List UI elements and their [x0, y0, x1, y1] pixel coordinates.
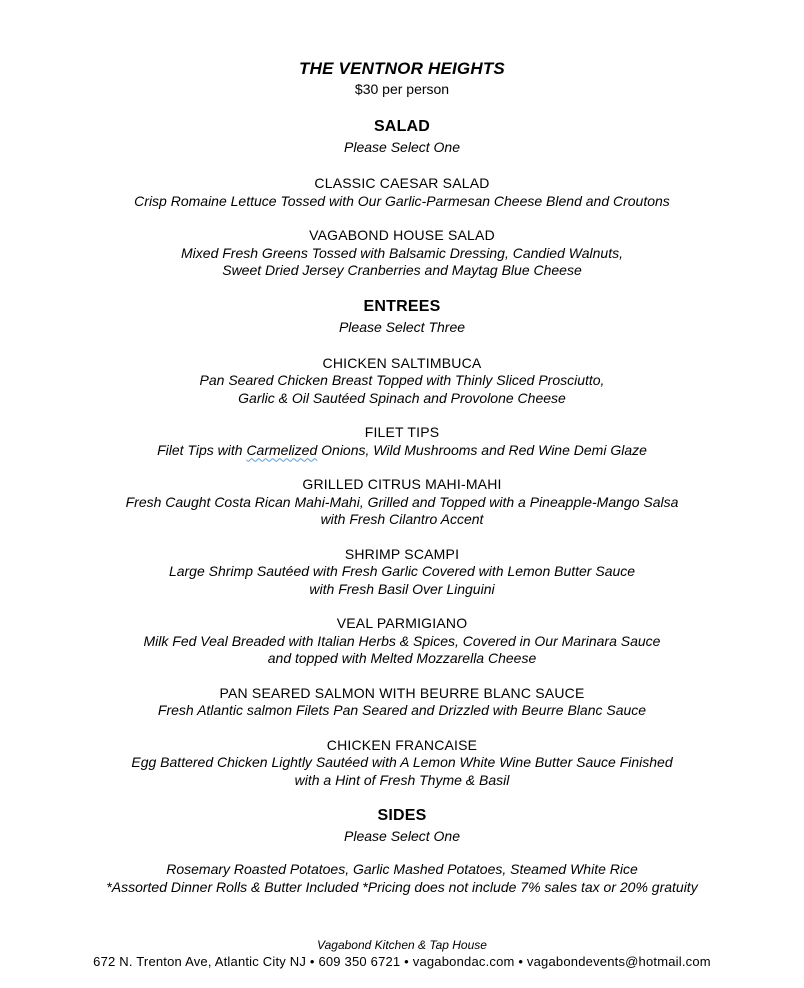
menu-sections: [0, 116, 804, 896]
footer-business-name: Vagabond Kitchen & Tap House: [317, 938, 487, 952]
section-instruction: Please Select Three: [338, 318, 466, 335]
item-description-line: Sweet Dried Jersey Cranberries and Maytag Blue Cheese: [222, 262, 582, 278]
misspelled-word: Carmelized: [246, 441, 318, 458]
item-name: FILET TIPS: [364, 424, 440, 440]
item-name: PAN SEARED SALMON WITH BEURRE BLANC SAUCE: [219, 684, 585, 701]
item-description-line: Pan Seared Chicken Breast Topped with Thinly Sliced Prosciutto,: [199, 372, 605, 388]
item-description-line: with a Hint of Fresh Thyme & Basil: [294, 771, 510, 788]
menu-item: [0, 424, 804, 459]
item-description-line: Fresh Caught Costa Rican Mahi-Mahi, Grilled and Topped with a Pineapple-Mango Salsa: [125, 493, 679, 510]
menu-title: THE VENTNOR HEIGHTS: [299, 59, 505, 78]
item-description-line: Crisp Romaine Lettuce Tossed with Our Garlic-Parmesan Cheese Blend and Croutons: [134, 192, 670, 209]
section-title: ENTREES: [363, 297, 441, 315]
item-description-line: and topped with Melted Mozzarella Cheese: [267, 650, 537, 666]
description-text-segment: Filet Tips with: [157, 441, 247, 458]
item-description-line: Milk Fed Veal Breaded with Italian Herbs & Spices, Covered in Our Marinara Sauce: [143, 632, 661, 649]
item-name: VEAL PARMIGIANO: [336, 615, 468, 631]
item-name: SHRIMP SCAMPI: [344, 545, 460, 562]
section-title: SALAD: [373, 118, 431, 135]
item-description-line: *Assorted Dinner Rolls & Butter Included *Pricing does not include 7% sales tax or 20% gratuity: [106, 878, 698, 895]
menu-item: [0, 737, 804, 790]
menu-item: [0, 175, 804, 210]
menu-section: [0, 805, 804, 896]
item-name: CHICKEN FRANCAISE: [326, 736, 478, 753]
menu-price: $30 per person: [354, 81, 450, 97]
menu-item: [0, 615, 804, 668]
item-name: GRILLED CITRUS MAHI-MAHI: [302, 476, 502, 492]
menu-item: [0, 685, 804, 720]
item-description-line: Large Shrimp Sautéed with Fresh Garlic Covered with Lemon Butter Sauce: [168, 563, 636, 579]
menu-item: [0, 476, 804, 529]
menu-item: [0, 861, 804, 896]
menu-item: [0, 546, 804, 599]
item-description-line: Fresh Atlantic salmon Filets Pan Seared and Drizzled with Beurre Blanc Sauce: [157, 702, 647, 718]
description-text-segment: Onions, Wild Mushrooms and Red Wine Demi Glaze: [317, 441, 647, 458]
item-name: CLASSIC CAESAR SALAD: [314, 175, 490, 191]
item-name: VAGABOND HOUSE SALAD: [309, 227, 495, 243]
menu-section: [0, 296, 804, 790]
footer: [0, 938, 804, 970]
section-instruction: Please Select One: [344, 139, 460, 155]
item-description-line: with Fresh Basil Over Linguini: [309, 580, 495, 597]
menu-item: [0, 227, 804, 280]
item-name: CHICKEN SALTIMBUCA: [322, 354, 482, 371]
section-instruction: Please Select One: [344, 828, 460, 844]
footer-address: 672 N. Trenton Ave, Atlantic City NJ • 609 350 6721 • vagabondac.com • vagabondevents@hotmail.com: [93, 954, 711, 969]
item-description-line: Rosemary Roasted Potatoes, Garlic Mashed Potatoes, Steamed White Rice: [166, 861, 638, 877]
item-description-line: Mixed Fresh Greens Tossed with Balsamic Dressing, Candied Walnuts,: [181, 244, 623, 261]
section-title: SIDES: [377, 807, 427, 824]
menu-item: [0, 355, 804, 408]
item-description-line: with Fresh Cilantro Accent: [320, 511, 484, 527]
item-description-line: Garlic & Oil Sautéed Spinach and Provolone Cheese: [238, 389, 566, 406]
item-description-line: [0, 442, 804, 460]
menu-section: [0, 116, 804, 280]
item-description-line: Egg Battered Chicken Lightly Sautéed with A Lemon White Wine Butter Sauce Finished: [131, 754, 673, 770]
